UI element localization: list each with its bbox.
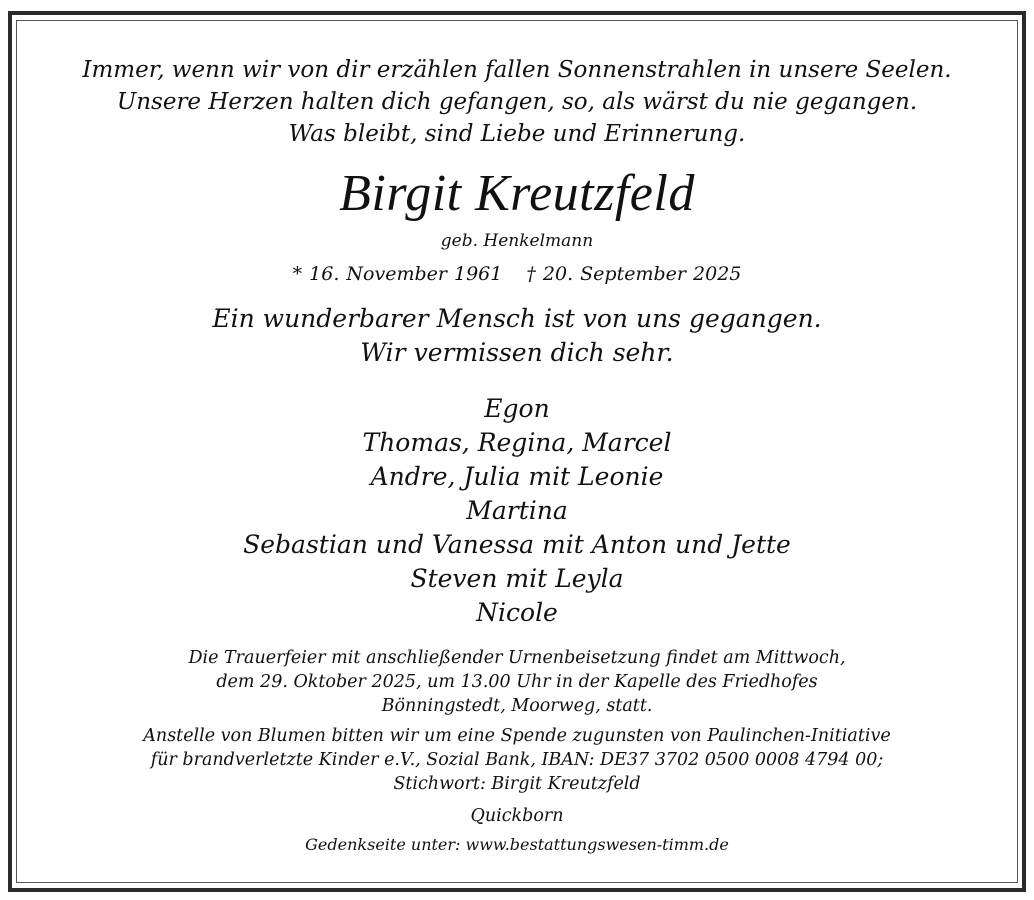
- family-member: Nicole: [476, 598, 558, 627]
- place-name: Quickborn: [470, 806, 564, 826]
- poem-line: Was bleibt, sind Liebe und Erinnerung.: [288, 121, 746, 147]
- tribute-line: Wir vermissen dich sehr.: [360, 338, 674, 367]
- ceremony-line: Die Trauerfeier mit anschließender Urnenbeisetzung findet am Mittwoch,: [188, 648, 846, 668]
- donation-line: Anstelle von Blumen bitten wir um eine Spende zugunsten von Paulinchen-Initiative: [143, 726, 891, 746]
- memorial-page-link: Gedenkseite unter: www.bestattungswesen-timm.de: [305, 835, 729, 854]
- death-date: † 20. September 2025: [526, 263, 742, 285]
- birth-date: * 16. November 1961: [292, 263, 503, 285]
- donation-line: für brandverletzte Kinder e.V., Sozial Bank, IBAN: DE37 3702 0500 0008 4794 00;: [150, 750, 884, 770]
- ceremony-line: dem 29. Oktober 2025, um 13.00 Uhr in der Kapelle des Friedhofes: [216, 672, 818, 692]
- family-members: [16, 392, 1018, 630]
- maiden-name: geb. Henkelmann: [440, 231, 594, 251]
- deceased-name: Birgit Kreutzfeld: [339, 165, 695, 222]
- poem-line: Immer, wenn wir von dir erzählen fallen Sonnenstrahlen in unsere Seelen.: [82, 57, 952, 83]
- donation-line: Stichwort: Birgit Kreutzfeld: [393, 774, 641, 794]
- family-member: Steven mit Leyla: [410, 564, 624, 593]
- funeral-ceremony-info: [16, 646, 1018, 718]
- family-member: Andre, Julia mit Leonie: [370, 462, 664, 491]
- family-member: Thomas, Regina, Marcel: [362, 428, 672, 457]
- tribute-text: [16, 302, 1018, 370]
- family-member: Sebastian und Vanessa mit Anton und Jette: [243, 530, 791, 559]
- tribute-line: Ein wunderbarer Mensch ist von uns gegangen.: [212, 304, 822, 333]
- obituary-notice: [16, 20, 1018, 856]
- memorial-poem: [16, 54, 1018, 150]
- life-dates: [16, 262, 1018, 286]
- ceremony-line: Bönningstedt, Moorweg, statt.: [381, 696, 653, 716]
- poem-line: Unsere Herzen halten dich gefangen, so, als wärst du nie gegangen.: [116, 89, 918, 115]
- donation-request: [16, 724, 1018, 796]
- family-member: Egon: [484, 394, 550, 423]
- family-member: Martina: [466, 496, 568, 525]
